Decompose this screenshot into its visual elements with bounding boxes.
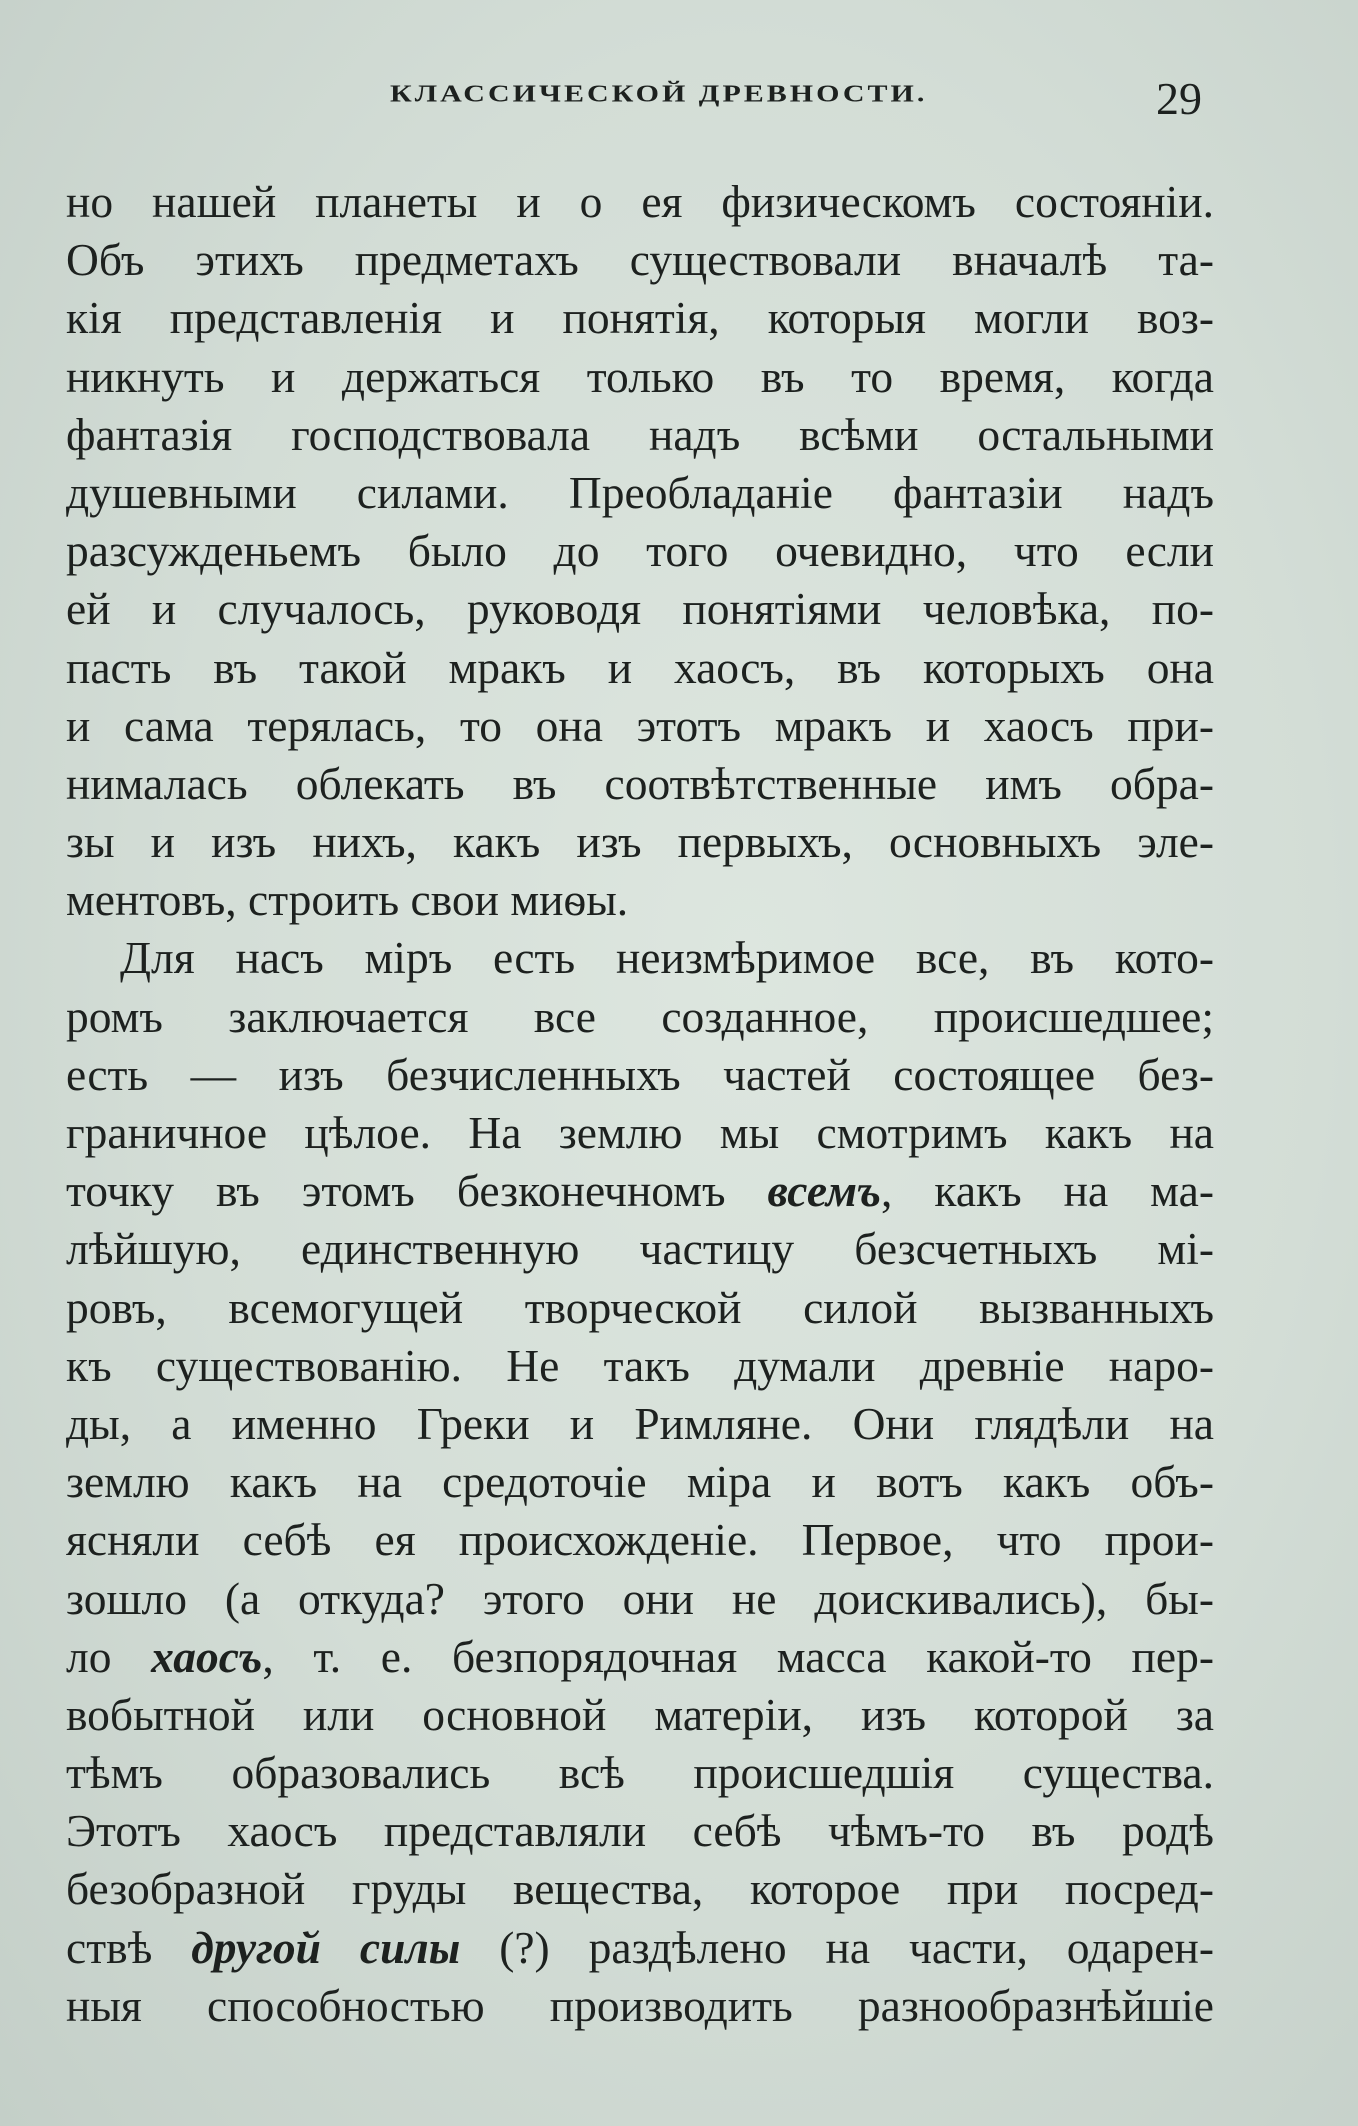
text-line: есть — изъ безчисленныхъ частей состоящее без-	[66, 1048, 1214, 1100]
text-line: разсужденьемъ было до того очевидно, что если	[66, 525, 1214, 577]
emphasis-drugoy-sily: другой силы	[191, 1921, 461, 1973]
text-run: точку въ этомъ безконечномъ	[66, 1165, 768, 1217]
text-line: ромъ заключается все созданное, происшедшее;	[66, 990, 1214, 1042]
text-line: вобытной или основной матерiи, изъ которой за	[66, 1688, 1214, 1740]
text-line: кiя представленiя и понятiя, которыя могли воз-	[66, 292, 1214, 344]
page-number: 29	[1156, 73, 1202, 124]
text-run: (?) раздѣлено на части, одарен-	[460, 1921, 1214, 1973]
text-line	[66, 1919, 1214, 1977]
text-line: ментовъ, строить свои миѳы.	[66, 874, 629, 926]
text-line: Этотъ хаосъ представляли себѣ чѣмъ-то въ родѣ	[66, 1805, 1214, 1857]
text-run: , какъ на ма-	[881, 1165, 1214, 1217]
running-head: КЛАССИЧЕСКОЙ ДРЕВНОСТИ.	[390, 80, 928, 108]
text-line: безобразной груды вещества, которое при посред-	[66, 1863, 1214, 1915]
text-line: никнуть и держаться только въ то время, когда	[66, 350, 1214, 402]
emphasis-khaos: хаосъ	[151, 1630, 263, 1682]
text-line: пасть въ такой мракъ и хаосъ, въ которыхъ она	[66, 641, 1214, 693]
text-line: ныя способностью производить разнообразнѣйшiе	[66, 1979, 1214, 2031]
paragraph-2	[66, 929, 1214, 2035]
text-line: ды, а именно Греки и Римляне. Они глядѣли на	[66, 1397, 1214, 1449]
text-line: но нашей планеты и о ея физическомъ состоянiи.	[66, 176, 1214, 227]
text-line: зошло (а откуда? этого они не доискивались), бы-	[66, 1572, 1214, 1624]
body-text	[66, 173, 1214, 2035]
page-header	[70, 72, 1220, 132]
text-line: граничное цѣлое. На землю мы смотримъ какъ на	[66, 1107, 1214, 1158]
text-run: ствѣ	[66, 1921, 192, 1973]
text-line: къ существованiю. Не такъ думали древнiе наро-	[66, 1339, 1214, 1391]
text-line: душевными силами. Преобладанiе фантазiи надъ	[66, 466, 1214, 518]
text-line: нималась облекать въ соотвѣтственные имъ обра-	[66, 757, 1214, 809]
text-line: фантазiя господствовала надъ всѣми остальными	[66, 408, 1214, 460]
text-line	[66, 1162, 1214, 1220]
paragraph-1	[66, 173, 1214, 929]
text-line: и сама терялась, то она этотъ мракъ и хаосъ при-	[66, 699, 1214, 751]
text-line: зы и изъ нихъ, какъ изъ первыхъ, основныхъ эле-	[66, 816, 1214, 868]
text-line: Объ этихъ предметахъ существовали вначалѣ та-	[66, 234, 1214, 286]
text-line	[66, 1628, 1214, 1686]
text-line: Для насъ мiръ есть неизмѣримое все, въ кото-	[120, 932, 1214, 984]
text-line: ровъ, всемогущей творческой силой вызванныхъ	[66, 1281, 1214, 1333]
text-line: ей и случалось, руководя понятiями человѣка, по-	[66, 583, 1214, 635]
text-line: землю какъ на средоточiе мiра и вотъ какъ объ-	[66, 1456, 1214, 1508]
text-run: , т. е. безпорядочная масса какой-то пер-	[262, 1630, 1214, 1682]
text-line: лѣйшую, единственную частицу безсчетныхъ мi-	[66, 1223, 1214, 1275]
text-line: тѣмъ образовались всѣ происшедшiя существа.	[66, 1747, 1214, 1799]
emphasis-vsem: всемъ	[767, 1165, 882, 1217]
text-line: ясняли себѣ ея происхожденiе. Первое, что прои-	[66, 1514, 1214, 1566]
text-run: ло	[66, 1630, 152, 1682]
